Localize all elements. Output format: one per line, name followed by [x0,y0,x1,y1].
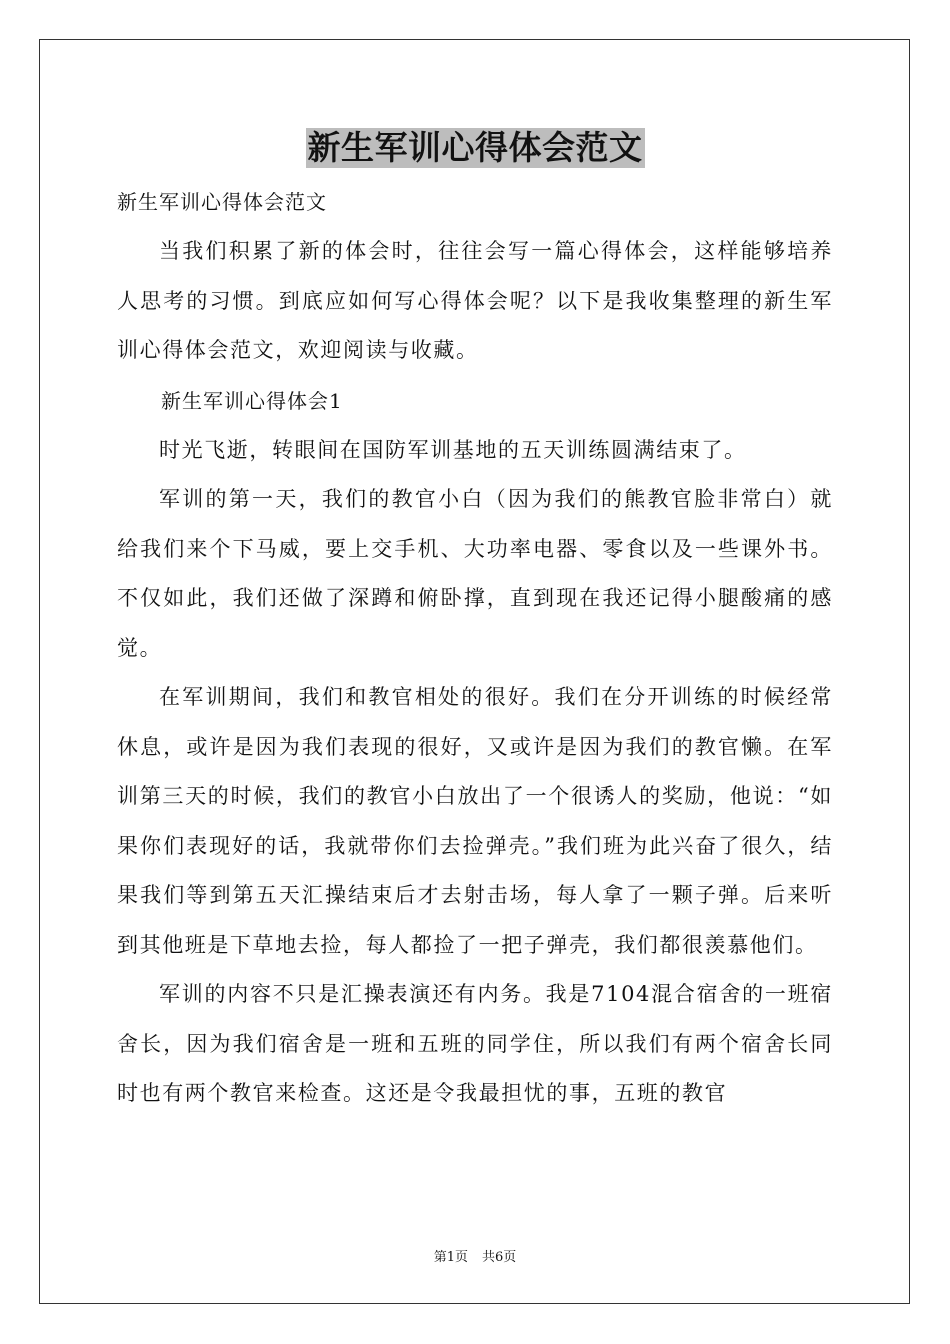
body-paragraph: 在军训期间，我们和教官相处的很好。我们在分开训练的时候经常休息，或许是因为我们表现的很好，又或许是因为我们的教官懒。在军训第三天的时候，我们的教官小白放出了一个很诱人的奖励，他说：“如果你们表现好的话，我就带你们去捡弹壳。”我们班为此兴奋了很久，结果我们等到第五天汇操结束后才去射击场，每人拿了一颗子弹。后来听到其他班是下草地去捡，每人都捡了一把子弹壳，我们都很羡慕他们。 [117,685,833,957]
document-body [117,178,833,1119]
body-paragraph: 军训的第一天，我们的教官小白（因为我们的熊教官脸非常白）就给我们来个下马威，要上交手机、大功率电器、零食以及一些课外书。不仅如此，我们还做了深蹲和俯卧撑，直到现在我还记得小腿酸痛的感觉。 [117,487,833,660]
title-wrap [0,128,950,168]
page-total: 共6页 [482,1250,517,1265]
body-paragraph: 军训的内容不只是汇操表演还有内务。我是7104混合宿舍的一班宿舍长，因为我们宿舍是一班和五班的同学住，所以我们有两个宿舍长同时也有两个教官来检查。这还是令我最担忧的事，五班的教官 [117,982,833,1105]
page-number: 第1页 [433,1250,468,1265]
document-subtitle: 新生军训心得体会范文 [117,190,327,214]
body-paragraph: 时光飞逝，转眼间在国防军训基地的五天训练圆满结束了。 [159,437,747,462]
document-title: 新生军训心得体会范文 [307,128,643,167]
section-heading: 新生军训心得体会1 [161,388,343,413]
page-footer [0,1246,950,1265]
intro-paragraph: 当我们积累了新的体会时，往往会写一篇心得体会，这样能够培养人思考的习惯。到底应如何写心得体会呢？以下是我收集整理的新生军训心得体会范文，欢迎阅读与收藏。 [117,239,833,362]
